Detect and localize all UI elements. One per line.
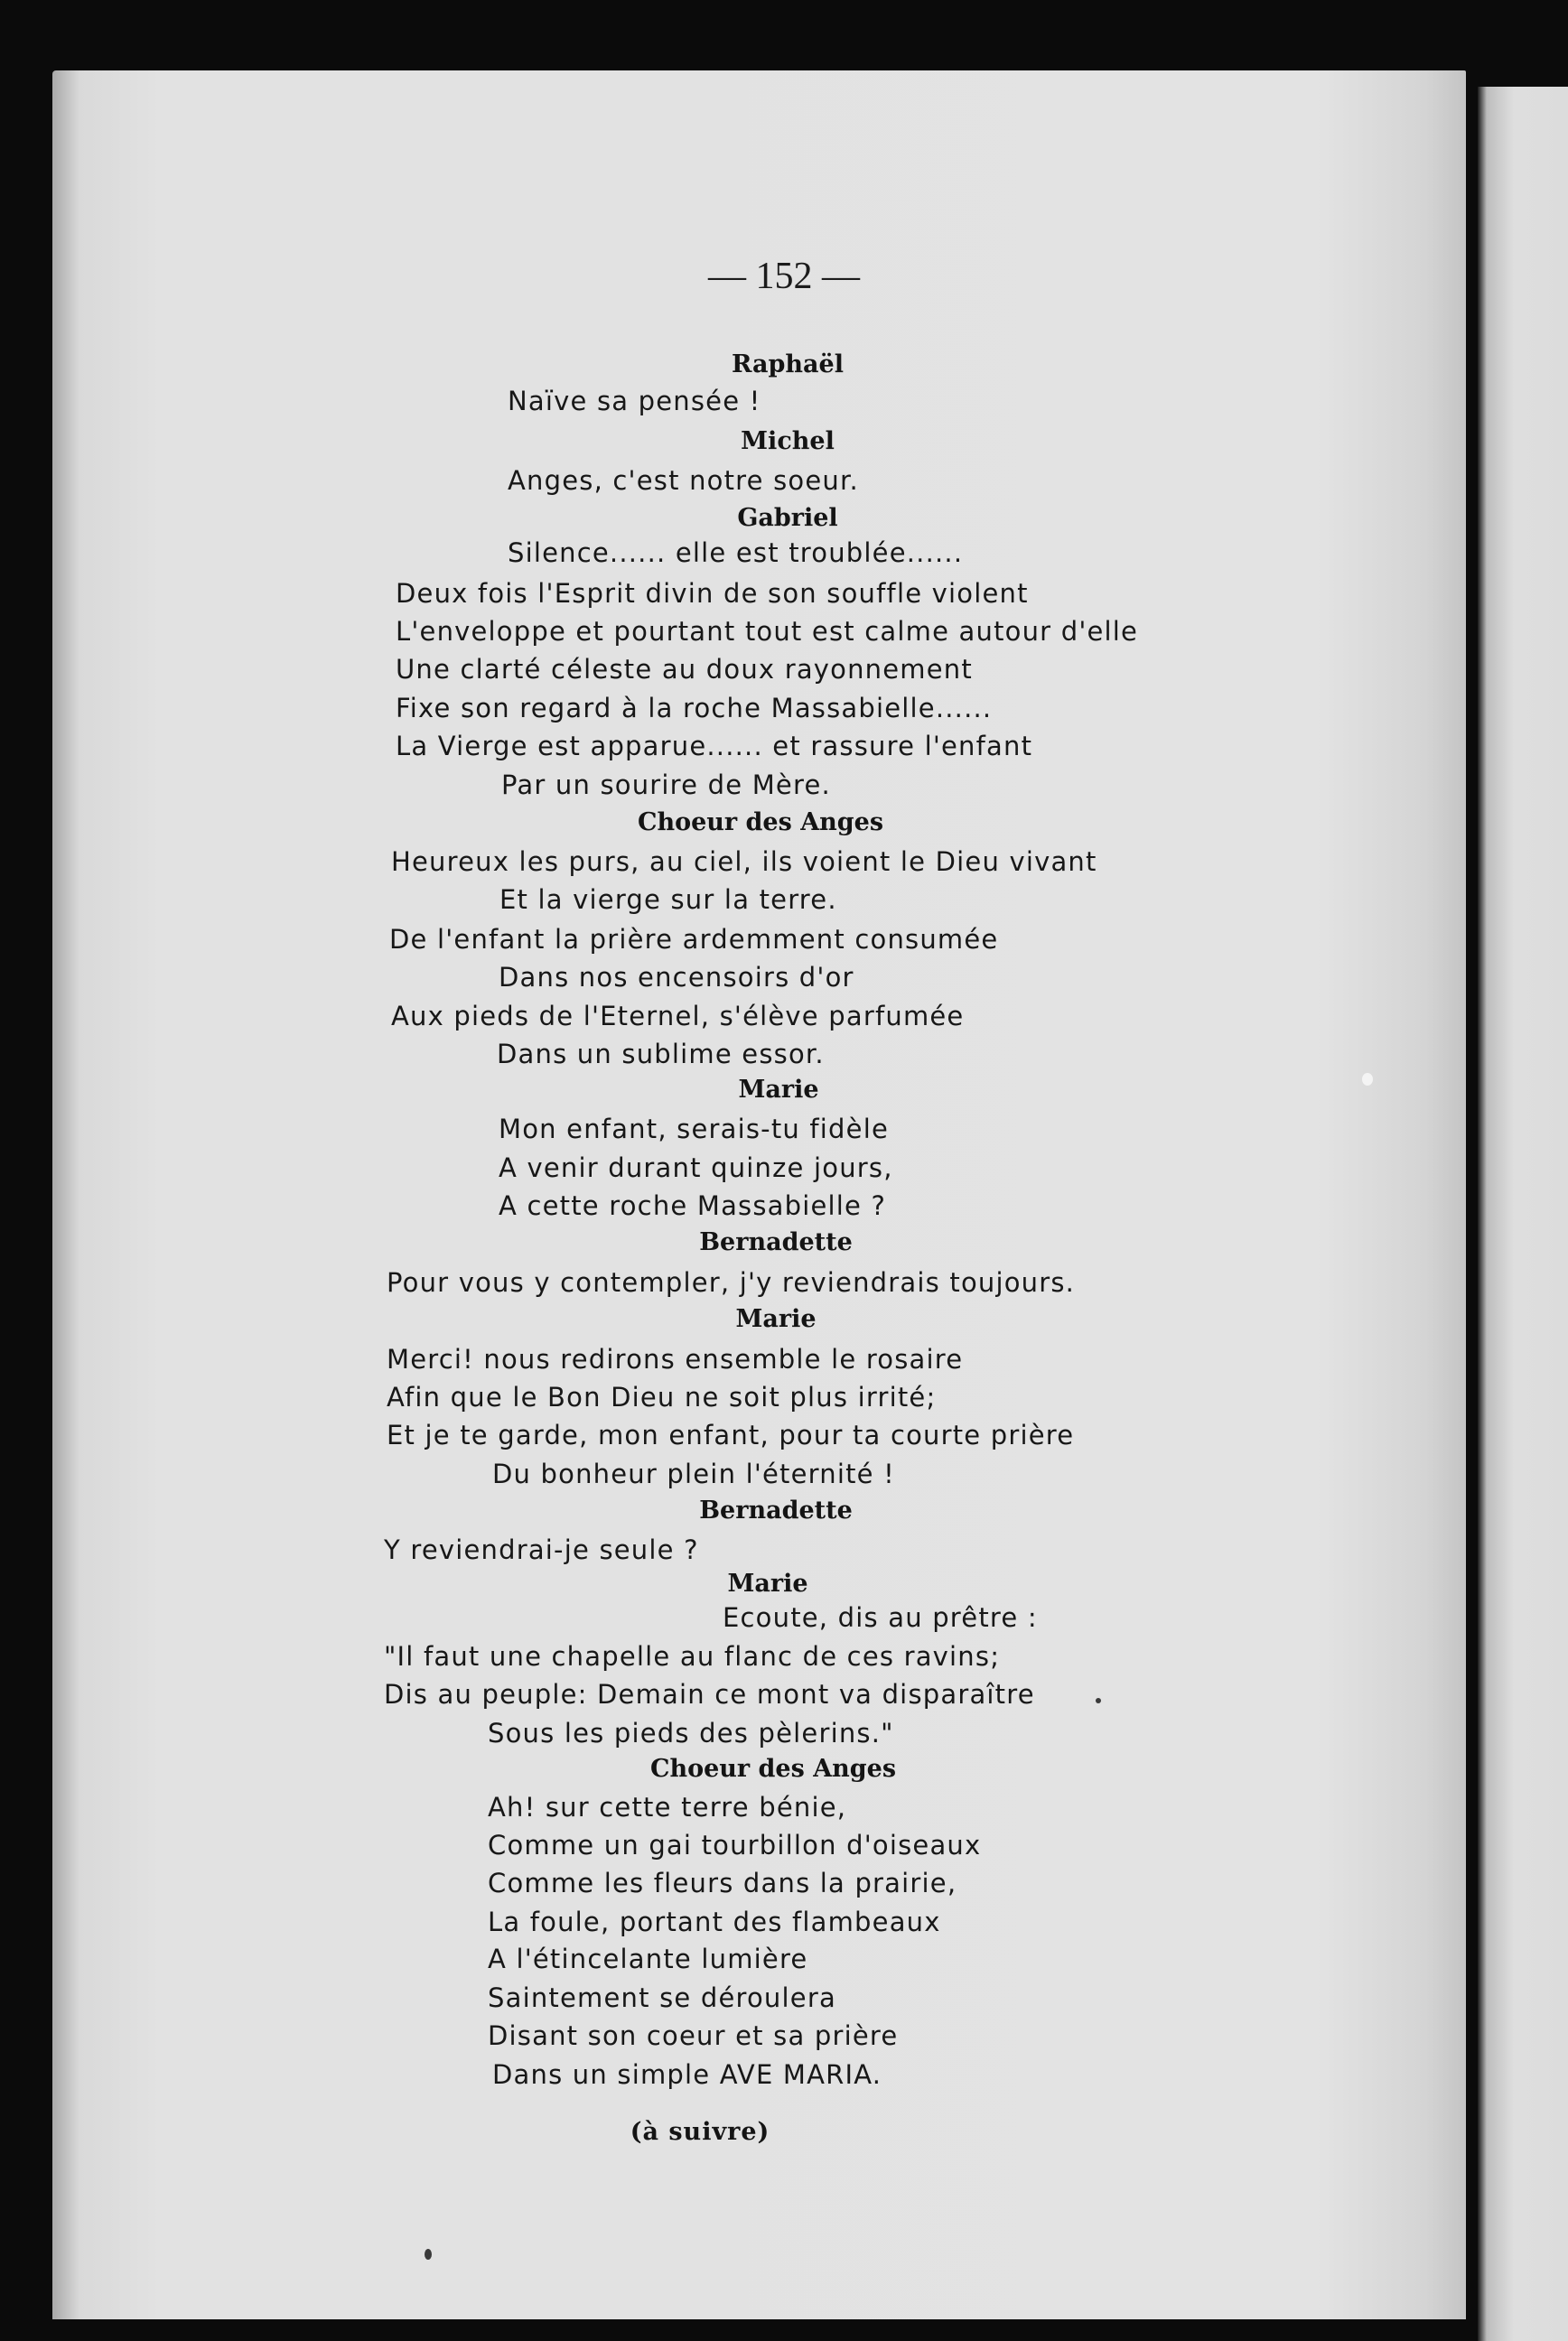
speaker-name: Gabriel xyxy=(737,504,838,532)
speaker-name: Marie xyxy=(738,1076,819,1104)
dust-speck xyxy=(1096,1698,1101,1703)
verse-line: Dans nos encensoirs d'or xyxy=(499,962,854,993)
verse-line: Heureux les purs, au ciel, ils voient le Dieu vivant xyxy=(391,846,1097,877)
speaker-name: Michel xyxy=(741,427,835,455)
page-number: — 152 — xyxy=(708,256,860,297)
verse-line: Aux pieds de l'Eternel, s'élève parfumée xyxy=(391,1001,965,1031)
verse-line: Ecoute, dis au prêtre : xyxy=(723,1602,1038,1633)
speaker-name: Choeur des Anges xyxy=(637,808,884,836)
verse-line: Anges, c'est notre soeur. xyxy=(508,465,859,496)
verse-line: La foule, portant des flambeaux xyxy=(488,1907,941,1937)
verse-line: A l'étincelante lumière xyxy=(488,1944,808,1974)
verse-line: Dis au peuple: Demain ce mont va disparaître xyxy=(384,1679,1035,1710)
speaker-name: Choeur des Anges xyxy=(649,1755,897,1783)
verse-line: Dans un sublime essor. xyxy=(497,1039,825,1069)
verse-line: Une clarté céleste au doux rayonnement xyxy=(396,654,973,685)
verse-line: A cette roche Massabielle ? xyxy=(499,1190,887,1221)
speaker-name: Marie xyxy=(735,1305,817,1333)
verse-line: Pour vous y contempler, j'y reviendrais toujours. xyxy=(387,1267,1076,1298)
speaker-name: Bernadette xyxy=(699,1497,853,1525)
verse-line: Disant son coeur et sa prière xyxy=(488,2020,899,2051)
verse-line: Ah! sur cette terre bénie, xyxy=(488,1792,847,1823)
verse-line: Fixe son regard à la roche Massabielle...... xyxy=(396,693,993,723)
verse-line: Du bonheur plein l'éternité ! xyxy=(492,1459,895,1489)
verse-line: Dans un simple AVE MARIA. xyxy=(492,2059,882,2090)
dust-speck xyxy=(1362,1073,1373,1086)
verse-line: Sous les pieds des pèlerins." xyxy=(488,1718,894,1749)
speaker-name: Raphaël xyxy=(732,350,844,378)
verse-line: La Vierge est apparue...... et rassure l'enfant xyxy=(396,731,1033,761)
verse-line: Comme les fleurs dans la prairie, xyxy=(488,1868,957,1898)
verse-line: A venir durant quinze jours, xyxy=(499,1152,893,1183)
verse-line: Y reviendrai-je seule ? xyxy=(384,1534,699,1565)
verse-line: Naïve sa pensée ! xyxy=(508,386,761,416)
verse-line: De l'enfant la prière ardemment consumée xyxy=(389,924,999,955)
verse-line: Par un sourire de Mère. xyxy=(501,769,831,800)
verse-line: Et la vierge sur la terre. xyxy=(499,884,837,915)
verse-line: Afin que le Bon Dieu ne soit plus irrité; xyxy=(387,1382,937,1413)
speaker-name: Marie xyxy=(727,1570,808,1598)
verse-line: Deux fois l'Esprit divin de son souffle violent xyxy=(396,578,1029,609)
speaker-name: Bernadette xyxy=(699,1228,853,1256)
verse-line: Saintement se déroulera xyxy=(488,1982,836,2013)
verse-line: Comme un gai tourbillon d'oiseaux xyxy=(488,1830,982,1861)
continued-note: (à suivre) xyxy=(630,2118,770,2146)
verse-line: L'enveloppe et pourtant tout est calme autour d'elle xyxy=(396,616,1139,647)
verse-line: Merci! nous redirons ensemble le rosaire xyxy=(387,1344,964,1375)
verse-line: Et je te garde, mon enfant, pour ta courte prière xyxy=(387,1420,1075,1450)
verse-line: Silence...... elle est troublée...... xyxy=(508,537,964,568)
verse-line: "Il faut une chapelle au flanc de ces ravins; xyxy=(384,1641,1001,1672)
dust-speck xyxy=(425,2249,432,2260)
verse-line: Mon enfant, serais-tu fidèle xyxy=(499,1114,890,1144)
